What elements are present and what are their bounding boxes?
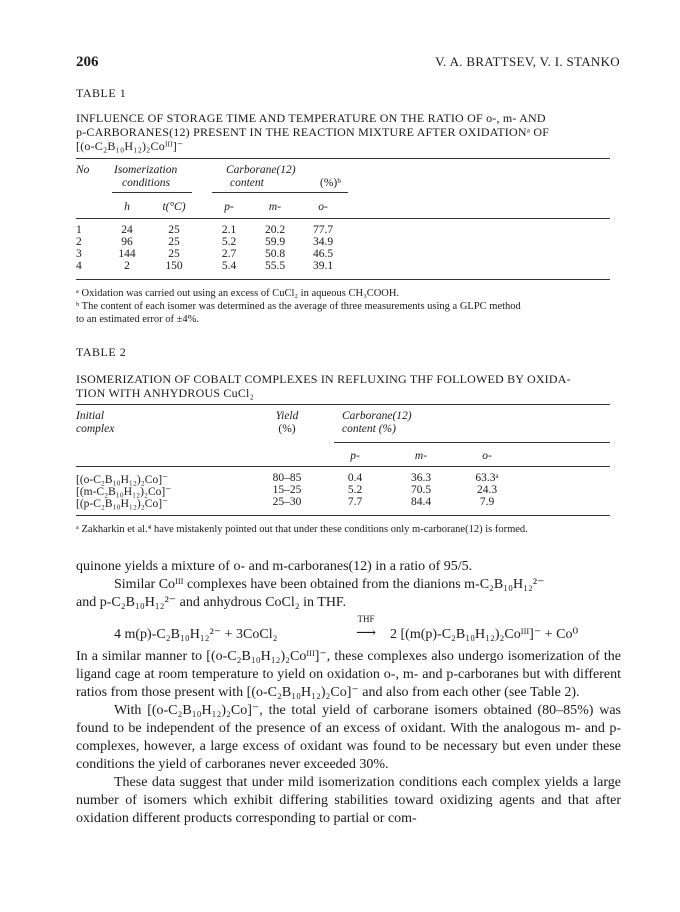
table2-head-o: o-: [482, 450, 492, 462]
table1-bottom-rule: [76, 279, 610, 280]
table1-footnote: to an estimated error of ±4%.: [76, 314, 199, 325]
table1-cell-m: 55.5: [264, 260, 286, 272]
table1-footnotes: [76, 287, 621, 326]
table2-head-yield-unit: (%): [278, 423, 296, 435]
table1-head-pct: (%)ᵇ: [320, 177, 341, 189]
table1-head-cond1: Isomerization: [114, 164, 178, 176]
table1-cell-h: 2: [124, 260, 130, 272]
table2-head-complex: complex: [76, 423, 115, 435]
table2-cell-p: 7.7: [347, 496, 363, 508]
table1-cell-h: 24: [121, 224, 133, 236]
table2-cell-m: 36.3: [410, 472, 432, 484]
table1-cell-no: 1: [76, 224, 82, 236]
body-line: quinone yields a mixture of o- and m-carboranes(12) in a ratio of 95/5.: [76, 559, 473, 574]
table1-cell-p: 2.1: [221, 224, 237, 236]
table2-title: [76, 372, 616, 400]
table1-cell-o: 34.9: [312, 236, 334, 248]
table1-title-line: p-CARBORANES(12) PRESENT IN THE REACTION MIXTURE AFTER OXIDATIONᵃ OF: [76, 125, 550, 139]
table1-head-t: t(°C): [162, 201, 186, 213]
table1-cond-rule: [112, 192, 192, 193]
table1-cell-h: 144: [118, 248, 136, 260]
table2-cell-complex: [(o-C₂B₁₀H₁₂)₂Co]⁻: [76, 474, 169, 486]
table1-cell-h: 96: [121, 236, 133, 248]
table1-cell-no: 3: [76, 248, 82, 260]
table1-carb-rule: [212, 192, 348, 193]
table2-cell-yield: 80–85: [272, 472, 302, 484]
table1-head-h: h: [124, 201, 130, 213]
table1-cell-t: 25: [168, 236, 180, 248]
table2-head-m: m-: [414, 450, 428, 462]
table1-head-cond2: conditions: [122, 177, 170, 189]
table1-head-o: o-: [318, 201, 328, 213]
table2-head-initial: Initial: [76, 410, 105, 422]
table1-cell-t: 25: [168, 248, 180, 260]
table2-cell-o: 7.9: [479, 496, 495, 508]
table2-title-line: ISOMERIZATION OF COBALT COMPLEXES IN REFLUXING THF FOLLOWED BY OXIDA-: [76, 372, 571, 386]
table1-cell-t: 25: [168, 224, 180, 236]
body-line: and p-C₂B₁₀H₁₂²⁻ and anhydrous CoCl₂ in THF.: [76, 595, 347, 610]
equation-arrow: ⟶: [355, 626, 377, 641]
table1-cell-p: 5.2: [221, 236, 237, 248]
table2-top-rule: [76, 404, 610, 405]
table2-cell-complex: [(m-C₂B₁₀H₁₂)₂Co]⁻: [76, 486, 172, 498]
table1-footnote: ᵇ The content of each isomer was determined as the average of three measurements using a GLPC method: [76, 301, 521, 312]
table2-head-carb2: content (%): [342, 423, 396, 435]
table1-cell-o: 39.1: [312, 260, 334, 272]
table1-head-no: No: [76, 164, 90, 176]
table1-cell-p: 2.7: [221, 248, 237, 260]
table1-title: [76, 111, 616, 153]
table2-head-yield: Yield: [275, 410, 299, 422]
table2-cell-yield: 15–25: [272, 484, 302, 496]
body-paragraphs: [76, 648, 621, 828]
table2-head-carb1: Carborane(12): [342, 410, 412, 422]
table2-cell-o: 24.3: [476, 484, 498, 496]
table1-cell-t: 150: [165, 260, 183, 272]
table1-cell-no: 4: [76, 260, 82, 272]
body-intro: [76, 558, 621, 612]
table2-cell-m: 70.5: [410, 484, 432, 496]
table2-cell-yield: 25–30: [272, 496, 302, 508]
paragraph: In a similar manner to [(o-C₂B₁₀H₁₂)₂Coᴵᴵᴵ]⁻, these complexes also undergo isomerization of the ligand cage at room temperature to yield on oxidation o-, m- and p-carboranes but with different ratios from those present with [(o-C₂B₁₀H₁₂)₂Co]⁻ and also from each other (see Table 2).: [76, 649, 621, 700]
table1-head-p: p-: [224, 201, 234, 213]
table1-top-rule: [76, 158, 610, 159]
table1-cell-no: 2: [76, 236, 82, 248]
table2-bottom-rule: [76, 515, 610, 516]
reaction-equation: [114, 614, 624, 646]
table1-cell-p: 5.4: [221, 260, 237, 272]
table1-cell-m: 50.8: [264, 248, 286, 260]
table2-carb-rule: [334, 442, 610, 443]
table1-head-rule: [76, 218, 610, 219]
table2-cell-complex: [(p-C₂B₁₀H₁₂)₂Co]⁻: [76, 498, 169, 510]
table2-cell-p: 0.4: [347, 472, 363, 484]
table1-label: TABLE 1: [76, 86, 127, 100]
table2-cell-p: 5.2: [347, 484, 363, 496]
equation-arrow-label: THF: [357, 614, 375, 624]
equation-left: 4 m(p)-C₂B₁₀H₁₂²⁻ + 3CoCl₂: [114, 627, 278, 642]
running-header-authors: V. A. BRATTSEV, V. I. STANKO: [435, 54, 620, 69]
table1-title-line: [(o-C₂B₁₀H₁₂)₂Coᴵᴵᴵ]⁻: [76, 139, 184, 153]
table1-cell-o: 46.5: [312, 248, 334, 260]
table1-head-carb1: Carborane(12): [226, 164, 296, 176]
table1-cell-o: 77.7: [312, 224, 334, 236]
body-line: Similar Coᴵᴵᴵ complexes have been obtained from the dianions m-C₂B₁₀H₁₂²⁻: [114, 577, 545, 592]
table1-head-m: m-: [268, 201, 282, 213]
equation-right: 2 [(m(p)-C₂B₁₀H₁₂)₂Coᴵᴵᴵ]⁻ + Co⁰: [390, 627, 579, 642]
table1-cell-m: 20.2: [264, 224, 286, 236]
table1-footnote: ᵃ Oxidation was carried out using an excess of CuCl₂ in aqueous CH₃COOH.: [76, 288, 400, 299]
table2-head-rule: [76, 466, 610, 467]
table2-head-p: p-: [350, 450, 360, 462]
table1-cell-m: 59.9: [264, 236, 286, 248]
paragraph: With [(o-C₂B₁₀H₁₂)₂Co]⁻, the total yield of carborane isomers obtained (80–85%) was found to be independent of the presence of an excess of oxidant. With the analogous m- and p- complexes, however, a large excess of oxidant was found to be necessary but even under these conditions the yield of carboranes never exceeded 30%.: [76, 703, 621, 772]
table2-cell-m: 84.4: [410, 496, 432, 508]
table2-footnote: ᵃ Zakharkin et al.⁴ have mistakenly pointed out that under these conditions only m-carborane(12) is formed.: [76, 524, 528, 535]
table2-title-line: TION WITH ANHYDROUS CuCl₂: [76, 386, 254, 400]
table2-label: TABLE 2: [76, 345, 127, 359]
table1-title-line: INFLUENCE OF STORAGE TIME AND TEMPERATURE ON THE RATIO OF o-, m- AND: [76, 111, 546, 125]
paragraph: These data suggest that under mild isomerization conditions each complex yields a large number of isomers which exhibit differing stabilities toward oxidizing agents and that after oxidation different products corresponding to partial or com-: [76, 775, 621, 826]
table1-head-carb2: content: [230, 177, 264, 189]
page-number: 206: [76, 54, 99, 70]
table2-cell-o: 63.3ᵃ: [475, 472, 499, 484]
